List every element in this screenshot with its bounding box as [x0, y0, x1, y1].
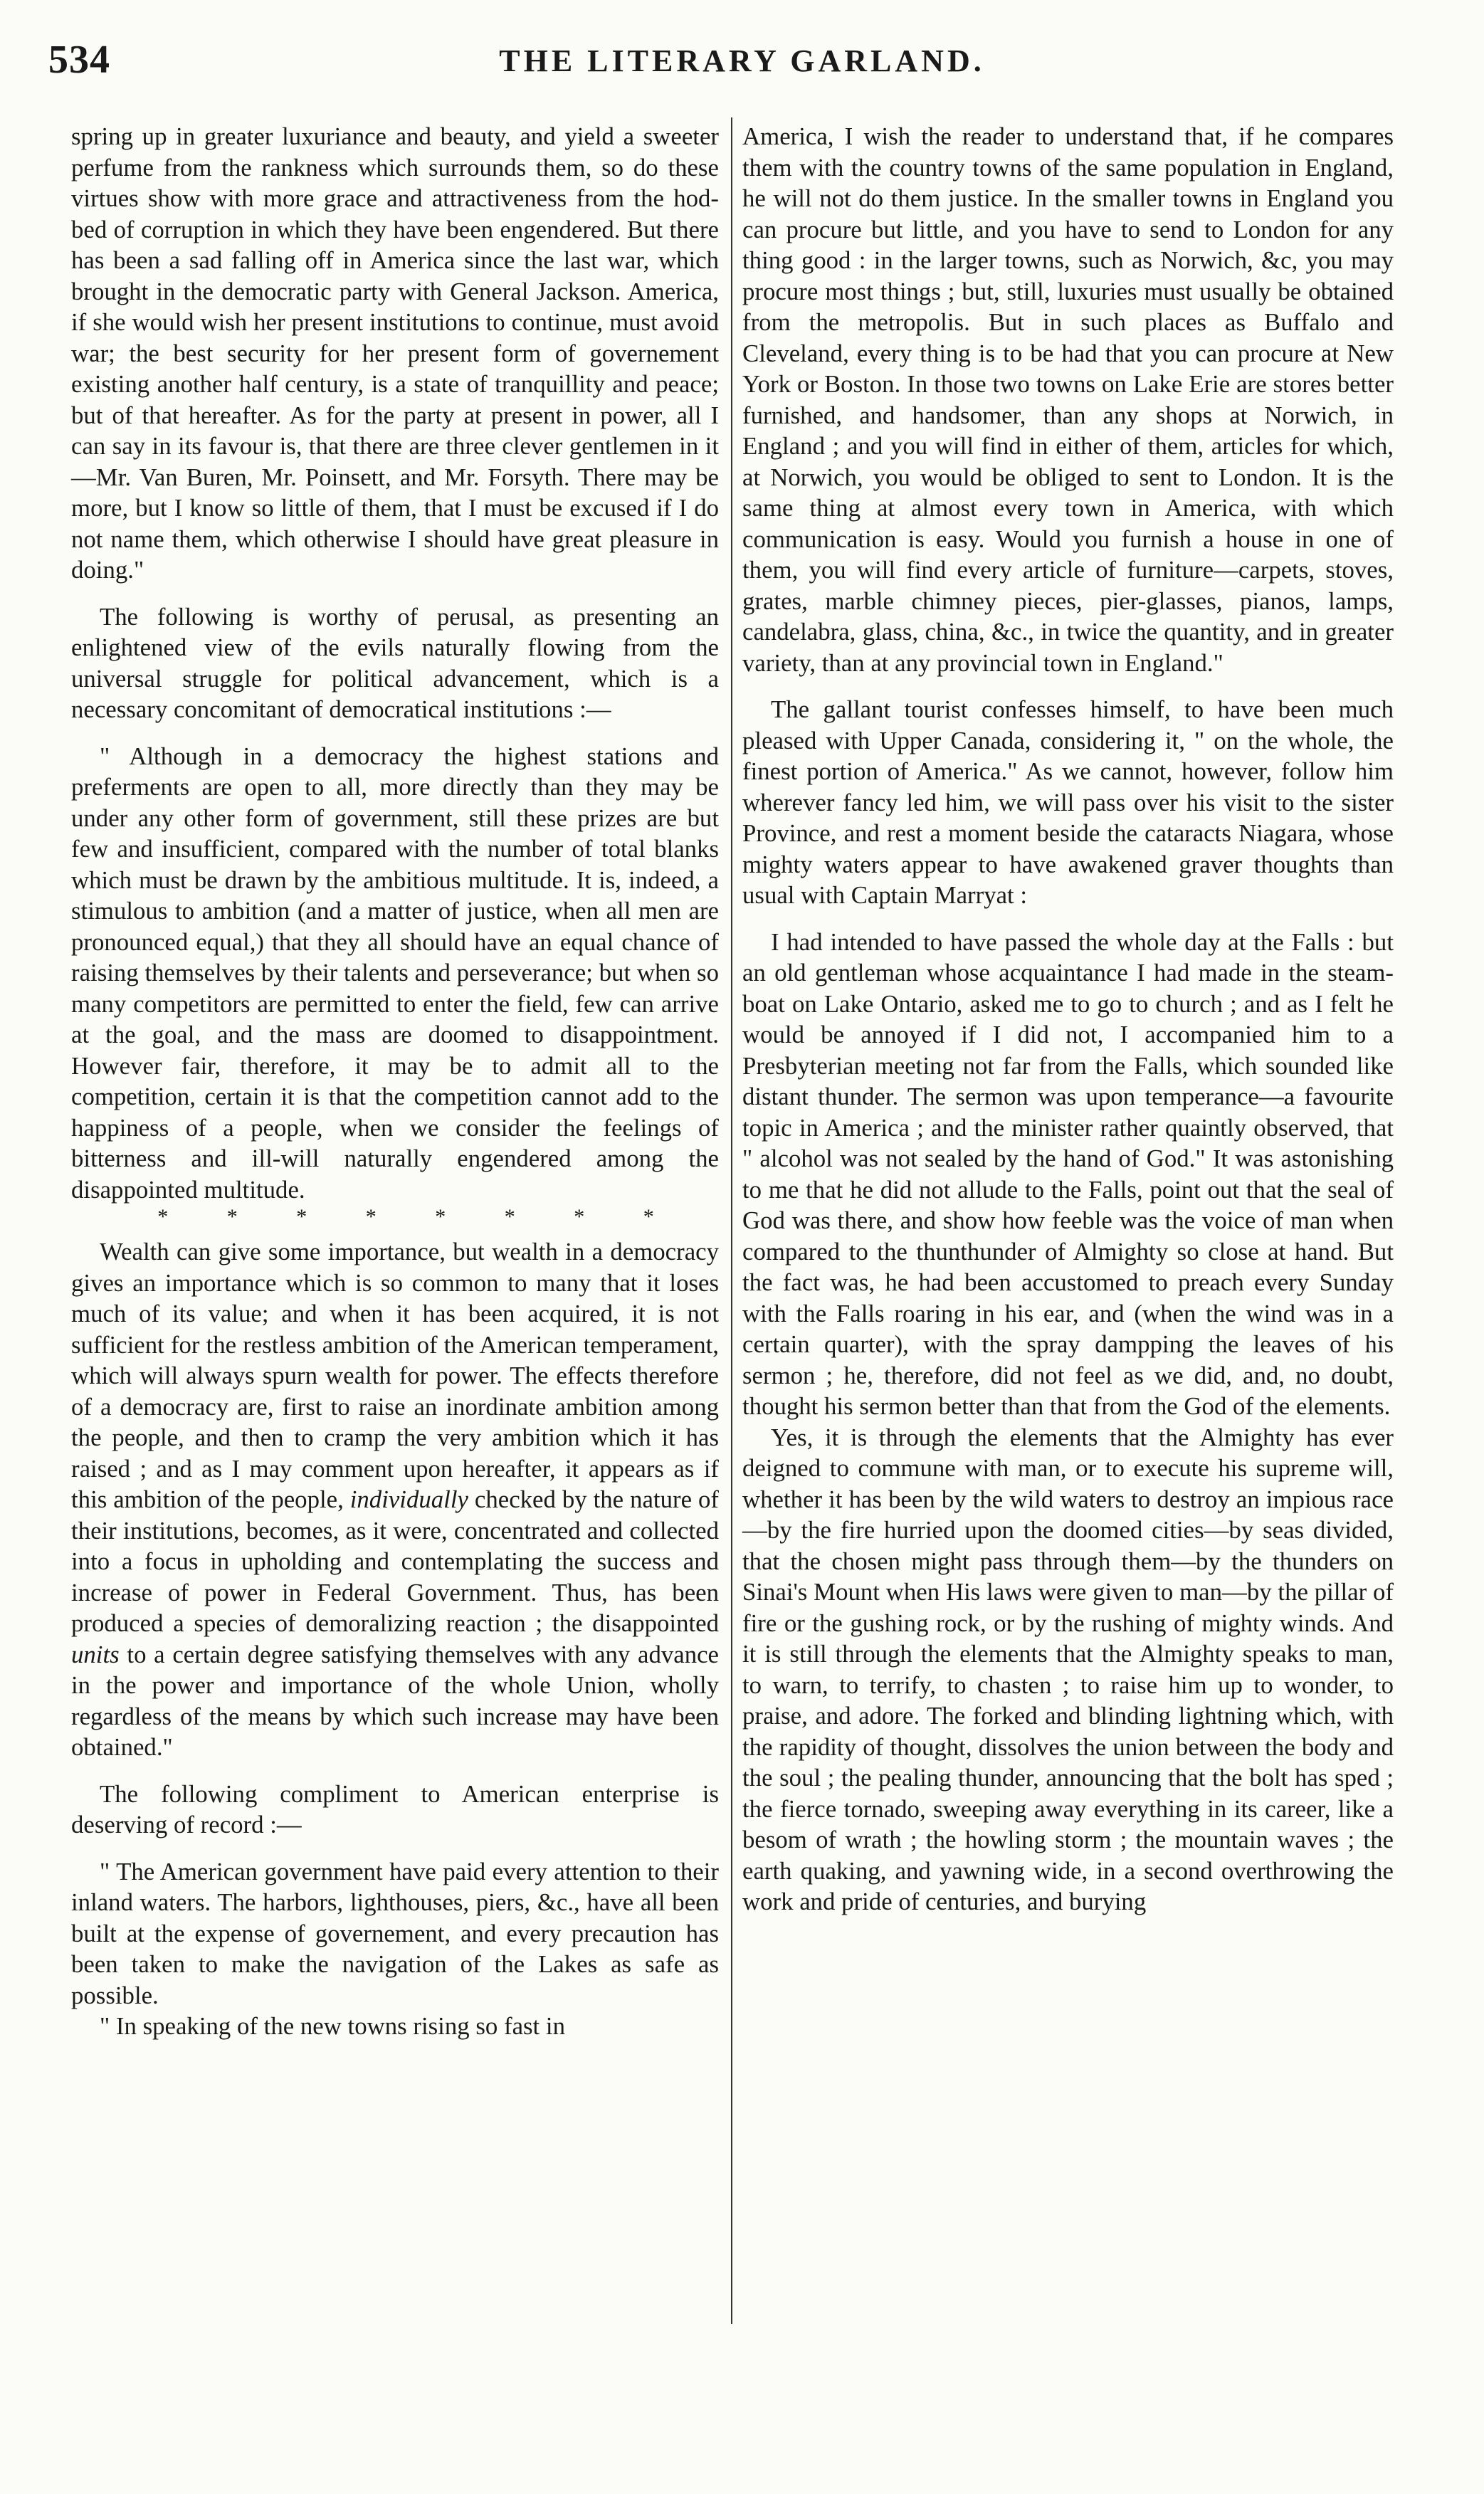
- column-divider: [731, 117, 732, 2324]
- star: *: [365, 1205, 377, 1228]
- star: *: [435, 1205, 446, 1228]
- text-run: to a certain degree satisfying themselves with any advance in the power and importance of the whole Union, wholly regardless of the means by which such increase may have been obtained.": [71, 1640, 719, 1761]
- page-number: 534: [48, 38, 110, 82]
- text-run: Wealth can give some importance, but wealth in a democracy gives an importance which is so common to many that it loses much of its value; and when it has been acquired, it is not sufficient for the restless ambition of the American temperament, which will always spurn wealth for power. The effects therefore of a democracy are, first to raise an inordinate ambition among the people, and then to cramp the very ambition which it has raised ; and as I may comment upon hereafter, it appears as if this ambition of the people,: [71, 1238, 719, 1513]
- star: *: [574, 1205, 585, 1228]
- star: *: [643, 1205, 654, 1228]
- left-column: [71, 121, 719, 2042]
- paragraph: spring up in greater luxuriance and beauty, and yield a sweeter perfume from the rankness which surrounds them, so do these virtues show with more grace and attractiveness from the hod-bed of corruption in which they have been engendered. But there has been a sad falling off in America since the last war, which brought in the democratic party with General Jackson. America, if she would wish her present institutions to continue, must avoid war; the best security for her present form of governement existing another half century, is a state of tranquillity and peace; but of that hereafter. As for the party at present in power, all I can say in its favour is, that there are three clever gentlemen in it—Mr. Van Buren, Mr. Poinsett, and Mr. Forsyth. There may be more, but I know so little of them, that I must be excused if I do not name them, which otherwise I should have great pleasure in doing.": [71, 122, 719, 584]
- star: *: [296, 1205, 307, 1228]
- paragraph: Yes, it is through the elements that the Almighty has ever deigned to commune with man, or to execute his supreme will, whether it has been by the wild waters to destroy an impious race—by the fire hurried upon the doomed cities—by seas divided, that the chosen might pass through them—by the thunders on Sinai's Mount when His laws were given to man—by the pillar of fire or the gushing rock, or by the rushing of mighty winds. And it is still through the elements that the Almighty speaks to man, to warn, to terrify, to chasten ; to raise him up to wonder, to praise, and adore. The forked and blinding lightning which, with the rapidity of thought, dissolves the union between the body and the soul ; the pealing thunder, announcing that the bolt has sped ; the fierce tornado, sweeping away everything in its career, like a besom of wrath ; the howling storm ; the mountain waves ; the earth quaking, and yawning wide, in a second overthrowing the work and pride of centuries, and burying: [742, 1423, 1394, 1915]
- text-run: checked by the nature of their institutions, becomes, as it were, concentrated and collected into a focus in upholding and contemplating the success and increase of power in Federal Government. Thus, has been produced a species of demoralizing reaction ; the disappointed: [71, 1485, 719, 1637]
- quote-paragraph: " Although in a democracy the highest stations and preferments are open to all, more directly than they may be under any other form of government, still these prizes are but few and insufficient, compared with the number of total blanks which must be drawn by the ambitious multitude. It is, indeed, a stimulous to ambition (and a matter of justice, when all men are pronounced equal,) that they all should have an equal chance of raising themselves by their talents and perseverance; but when so many competitors are permitted to enter the field, few can arrive at the goal, and the mass are doomed to disappointment. However fair, therefore, it may be to admit all to the competition, certain it is that the competition cannot add to the happiness of a people, when we consider the feelings of bitterness and ill-will naturally engendered among the disappointed multitude.: [71, 742, 719, 1204]
- star: *: [226, 1205, 238, 1228]
- star: *: [157, 1205, 169, 1228]
- italic-text: individually: [349, 1485, 468, 1513]
- italic-text: units: [71, 1640, 120, 1668]
- paragraph: America, I wish the reader to understand that, if he compares them with the country towns of the same population in England, he will not do them justice. In the smaller towns in England you can procure but little, and you have to send to London for any thing good : in the larger towns, such as Norwich, &c, you may procure most things ; but, still, luxuries must usually be obtained from the metropolis. But in such places as Buffalo and Cleveland, every thing is to be had that you can procure at New York or Boston. In those two towns on Lake Erie are stores better furnished, and handsomer, than any shops at Norwich, in England ; and you will find in either of them, articles for which, at Norwich, you would be obliged to sent to London. It is the same thing at almost every town in America, with which communication is easy. Would you furnish a house in one of them, you will find every article of furniture—carpets, stoves, grates, marble chimney pieces, pier-glasses, pianos, lamps, candelabra, glass, china, &c., in twice the quantity, and in greater variety, than at any provincial town in England.": [742, 122, 1394, 677]
- right-column: [742, 121, 1394, 1917]
- quote-paragraph: " The American government have paid every attention to their inland waters. The harbors, lighthouses, piers, &c., have all been built at the expense of governement, and every precaution has been taken to make the navigation of the Lakes as safe as possible.: [71, 1857, 719, 2009]
- running-title: THE LITERARY GARLAND.: [499, 43, 985, 78]
- paragraph: The following compliment to American enterprise is deserving of record :—: [71, 1779, 719, 1838]
- quote-paragraph: [71, 1236, 719, 1763]
- quote-paragraph: I had intended to have passed the whole day at the Falls : but an old gentleman whose acquaintance I had made in the steam-boat on Lake Ontario, asked me to go to church ; and as I felt he would be annoyed if I did not, I accompanied him to a Presbyterian meeting not far from the Falls, which sounded like distant thunder. The sermon was upon temperance—a favourite topic in America ; and the minister rather quaintly observed, that " alcohol was not sealed by the hand of God." It was astonishing to me that he did not allude to the Falls, point out that the seal of God was there, and show how feeble was the voice of man when compared to the thunthunder of Almighty so close at hand. But the fact was, he had been accustomed to preach every Sunday with the Falls roaring in his ear, and (when the wind was in a certain quarter), with the spray dampping the leaves of his sermon ; he, therefore, did not feel as we did, and, no doubt, thought his sermon better than that from the God of the elements.: [742, 927, 1394, 1420]
- quote-paragraph: " In speaking of the new towns rising so fast in: [100, 2012, 565, 2040]
- paragraph: The following is worthy of perusal, as presenting an enlightened view of the evils naturally flowing from the universal struggle for political advancement, which is a necessary concomitant of democratical institutions :—: [71, 602, 719, 723]
- star: *: [504, 1205, 515, 1228]
- paragraph: The gallant tourist confesses himself, to have been much pleased with Upper Canada, considering it, " on the whole, the finest portion of America." As we cannot, however, follow him wherever fancy led him, we will pass over his visit to the sister Province, and rest a moment beside the cataracts Niagara, whose mighty waters appear to have awakened graver thoughts than usual with Captain Marryat :: [742, 695, 1394, 909]
- section-break-stars: [128, 1205, 683, 1229]
